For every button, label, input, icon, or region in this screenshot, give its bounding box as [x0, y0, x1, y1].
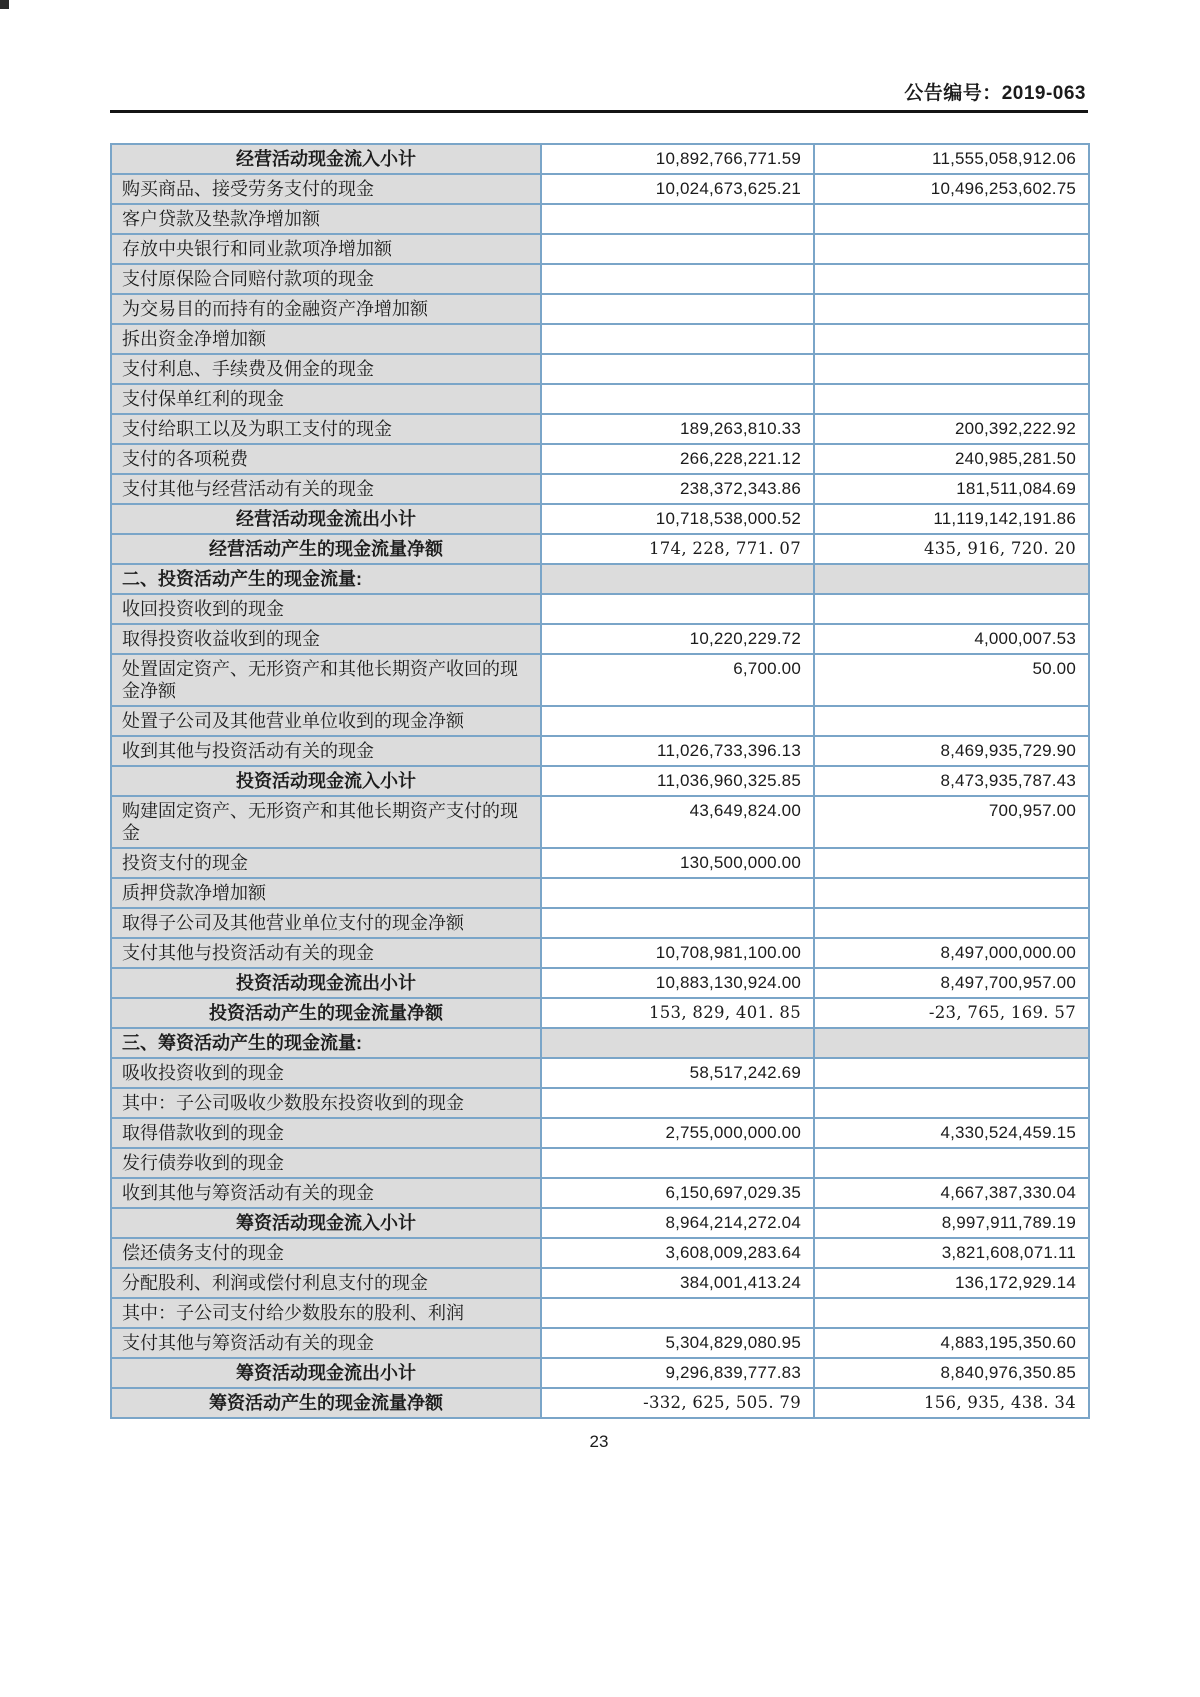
table-row [111, 204, 1089, 234]
value-prior-period: 8,497,700,957.00 [814, 968, 1089, 998]
value-current-period [541, 384, 814, 414]
row-label: 拆出资金净增加额 [111, 324, 541, 354]
row-label: 经营活动现金流入小计 [111, 144, 541, 174]
table-row [111, 1388, 1089, 1418]
page-footer [110, 1432, 1088, 1452]
value-prior-period: 11,555,058,912.06 [814, 144, 1089, 174]
table-row [111, 354, 1089, 384]
value-prior-period: 8,997,911,789.19 [814, 1208, 1089, 1238]
value-prior-period [814, 848, 1089, 878]
value-prior-period [814, 384, 1089, 414]
value-prior-period [814, 204, 1089, 234]
value-prior-period: 4,330,524,459.15 [814, 1118, 1089, 1148]
value-prior-period [814, 264, 1089, 294]
value-prior-period [814, 1298, 1089, 1328]
value-prior-period [814, 324, 1089, 354]
row-label: 筹资活动现金流出小计 [111, 1358, 541, 1388]
value-prior-period [814, 706, 1089, 736]
value-current-period: 2,755,000,000.00 [541, 1118, 814, 1148]
value-current-period: 6,150,697,029.35 [541, 1178, 814, 1208]
table-row [111, 1208, 1089, 1238]
value-current-period [541, 564, 814, 594]
row-label: 收回投资收到的现金 [111, 594, 541, 624]
row-label: 筹资活动现金流入小计 [111, 1208, 541, 1238]
table-row [111, 324, 1089, 354]
row-label: 购建固定资产、无形资产和其他长期资产支付的现金 [111, 796, 541, 848]
table-row [111, 444, 1089, 474]
row-label: 投资活动现金流出小计 [111, 968, 541, 998]
value-current-period [541, 1148, 814, 1178]
row-label: 取得借款收到的现金 [111, 1118, 541, 1148]
row-label: 存放中央银行和同业款项净增加额 [111, 234, 541, 264]
row-label: 取得投资收益收到的现金 [111, 624, 541, 654]
row-label: 质押贷款净增加额 [111, 878, 541, 908]
row-label: 筹资活动产生的现金流量净额 [111, 1388, 541, 1418]
value-current-period: 10,883,130,924.00 [541, 968, 814, 998]
value-prior-period: 136,172,929.14 [814, 1268, 1089, 1298]
table-row [111, 938, 1089, 968]
row-label: 经营活动现金流出小计 [111, 504, 541, 534]
value-current-period: 11,036,960,325.85 [541, 766, 814, 796]
value-current-period: 10,718,538,000.52 [541, 504, 814, 534]
value-prior-period: 8,840,976,350.85 [814, 1358, 1089, 1388]
value-prior-period [814, 1058, 1089, 1088]
value-current-period [541, 1298, 814, 1328]
page-header [110, 78, 1088, 113]
table-row [111, 264, 1089, 294]
row-label: 为交易目的而持有的金融资产净增加额 [111, 294, 541, 324]
row-label: 收到其他与投资活动有关的现金 [111, 736, 541, 766]
value-prior-period: 4,883,195,350.60 [814, 1328, 1089, 1358]
table-row [111, 294, 1089, 324]
table-row [111, 998, 1089, 1028]
value-current-period: 384,001,413.24 [541, 1268, 814, 1298]
table-row [111, 706, 1089, 736]
value-current-period [541, 878, 814, 908]
table-row [111, 766, 1089, 796]
row-label: 支付原保险合同赔付款项的现金 [111, 264, 541, 294]
row-label: 其中：子公司吸收少数股东投资收到的现金 [111, 1088, 541, 1118]
row-label: 其中：子公司支付给少数股东的股利、利润 [111, 1298, 541, 1328]
value-prior-period: 700,957.00 [814, 796, 1089, 848]
row-label: 支付利息、手续费及佣金的现金 [111, 354, 541, 384]
value-current-period: 43,649,824.00 [541, 796, 814, 848]
value-prior-period: 8,473,935,787.43 [814, 766, 1089, 796]
table-row [111, 1358, 1089, 1388]
table-row [111, 1178, 1089, 1208]
row-label: 支付的各项税费 [111, 444, 541, 474]
table-row [111, 796, 1089, 848]
value-current-period: -332, 625, 505. 79 [541, 1388, 814, 1418]
cash-flow-statement-table [110, 143, 1090, 1419]
scan-corner-artifact [0, 0, 9, 9]
value-prior-period: 4,000,007.53 [814, 624, 1089, 654]
row-label: 偿还债务支付的现金 [111, 1238, 541, 1268]
table-row [111, 624, 1089, 654]
table-row [111, 654, 1089, 706]
row-label: 投资支付的现金 [111, 848, 541, 878]
value-prior-period: 3,821,608,071.11 [814, 1238, 1089, 1268]
value-prior-period: 4,667,387,330.04 [814, 1178, 1089, 1208]
row-label: 支付给职工以及为职工支付的现金 [111, 414, 541, 444]
value-current-period [541, 204, 814, 234]
value-prior-period: 181,511,084.69 [814, 474, 1089, 504]
value-prior-period: 156, 935, 438. 34 [814, 1388, 1089, 1418]
value-current-period: 266,228,221.12 [541, 444, 814, 474]
row-label: 二、投资活动产生的现金流量: [111, 564, 541, 594]
row-label: 取得子公司及其他营业单位支付的现金净额 [111, 908, 541, 938]
row-label: 收到其他与筹资活动有关的现金 [111, 1178, 541, 1208]
value-prior-period [814, 234, 1089, 264]
value-current-period: 58,517,242.69 [541, 1058, 814, 1088]
row-label: 吸收投资收到的现金 [111, 1058, 541, 1088]
table-row [111, 414, 1089, 444]
row-label: 购买商品、接受劳务支付的现金 [111, 174, 541, 204]
row-label: 分配股利、利润或偿付利息支付的现金 [111, 1268, 541, 1298]
value-prior-period: 8,497,000,000.00 [814, 938, 1089, 968]
row-label: 三、筹资活动产生的现金流量: [111, 1028, 541, 1058]
table-row [111, 144, 1089, 174]
value-current-period [541, 1088, 814, 1118]
value-current-period [541, 264, 814, 294]
row-label: 发行债券收到的现金 [111, 1148, 541, 1178]
table-row [111, 594, 1089, 624]
table-row [111, 1058, 1089, 1088]
row-label: 投资活动现金流入小计 [111, 766, 541, 796]
value-prior-period: 50.00 [814, 654, 1089, 706]
table-row [111, 504, 1089, 534]
table-row [111, 1298, 1089, 1328]
row-label: 支付保单红利的现金 [111, 384, 541, 414]
table-row [111, 174, 1089, 204]
table-row [111, 1148, 1089, 1178]
announcement-number: 公告编号：2019-063 [904, 83, 1086, 104]
value-prior-period [814, 1028, 1089, 1058]
row-label: 处置固定资产、无形资产和其他长期资产收回的现金净额 [111, 654, 541, 706]
table-row [111, 1118, 1089, 1148]
value-current-period: 10,024,673,625.21 [541, 174, 814, 204]
value-prior-period [814, 594, 1089, 624]
document-page [110, 0, 1088, 1452]
table-row [111, 534, 1089, 564]
page-number: 23 [589, 1432, 609, 1451]
row-label: 支付其他与经营活动有关的现金 [111, 474, 541, 504]
value-prior-period: 435, 916, 720. 20 [814, 534, 1089, 564]
table-row [111, 1328, 1089, 1358]
value-current-period [541, 908, 814, 938]
value-current-period [541, 1028, 814, 1058]
value-prior-period: 8,469,935,729.90 [814, 736, 1089, 766]
value-current-period: 10,892,766,771.59 [541, 144, 814, 174]
value-prior-period: 200,392,222.92 [814, 414, 1089, 444]
table-row [111, 564, 1089, 594]
table-row [111, 384, 1089, 414]
value-current-period [541, 594, 814, 624]
row-label: 经营活动产生的现金流量净额 [111, 534, 541, 564]
value-current-period: 9,296,839,777.83 [541, 1358, 814, 1388]
row-label: 投资活动产生的现金流量净额 [111, 998, 541, 1028]
table-row [111, 1268, 1089, 1298]
value-prior-period [814, 1088, 1089, 1118]
value-prior-period [814, 878, 1089, 908]
value-current-period [541, 324, 814, 354]
table-row [111, 1028, 1089, 1058]
value-current-period: 153, 829, 401. 85 [541, 998, 814, 1028]
value-prior-period: 10,496,253,602.75 [814, 174, 1089, 204]
table-row [111, 1238, 1089, 1268]
table-row [111, 878, 1089, 908]
value-current-period [541, 706, 814, 736]
table-row [111, 968, 1089, 998]
value-current-period: 5,304,829,080.95 [541, 1328, 814, 1358]
value-prior-period: 240,985,281.50 [814, 444, 1089, 474]
table-row [111, 474, 1089, 504]
value-current-period: 174, 228, 771. 07 [541, 534, 814, 564]
value-prior-period [814, 564, 1089, 594]
table-row [111, 908, 1089, 938]
value-prior-period: 11,119,142,191.86 [814, 504, 1089, 534]
table-row [111, 736, 1089, 766]
value-current-period: 6,700.00 [541, 654, 814, 706]
row-label: 支付其他与筹资活动有关的现金 [111, 1328, 541, 1358]
row-label: 支付其他与投资活动有关的现金 [111, 938, 541, 968]
value-current-period: 10,220,229.72 [541, 624, 814, 654]
value-current-period [541, 294, 814, 324]
row-label: 处置子公司及其他营业单位收到的现金净额 [111, 706, 541, 736]
value-prior-period [814, 1148, 1089, 1178]
value-current-period: 130,500,000.00 [541, 848, 814, 878]
value-prior-period: -23, 765, 169. 57 [814, 998, 1089, 1028]
value-prior-period [814, 908, 1089, 938]
value-current-period [541, 234, 814, 264]
value-current-period: 11,026,733,396.13 [541, 736, 814, 766]
row-label: 客户贷款及垫款净增加额 [111, 204, 541, 234]
table-row [111, 1088, 1089, 1118]
value-current-period: 10,708,981,100.00 [541, 938, 814, 968]
value-current-period: 3,608,009,283.64 [541, 1238, 814, 1268]
value-current-period: 238,372,343.86 [541, 474, 814, 504]
table-row [111, 234, 1089, 264]
value-prior-period [814, 354, 1089, 384]
value-current-period [541, 354, 814, 384]
value-prior-period [814, 294, 1089, 324]
header-rule [110, 110, 1088, 113]
value-current-period: 189,263,810.33 [541, 414, 814, 444]
value-current-period: 8,964,214,272.04 [541, 1208, 814, 1238]
table-row [111, 848, 1089, 878]
